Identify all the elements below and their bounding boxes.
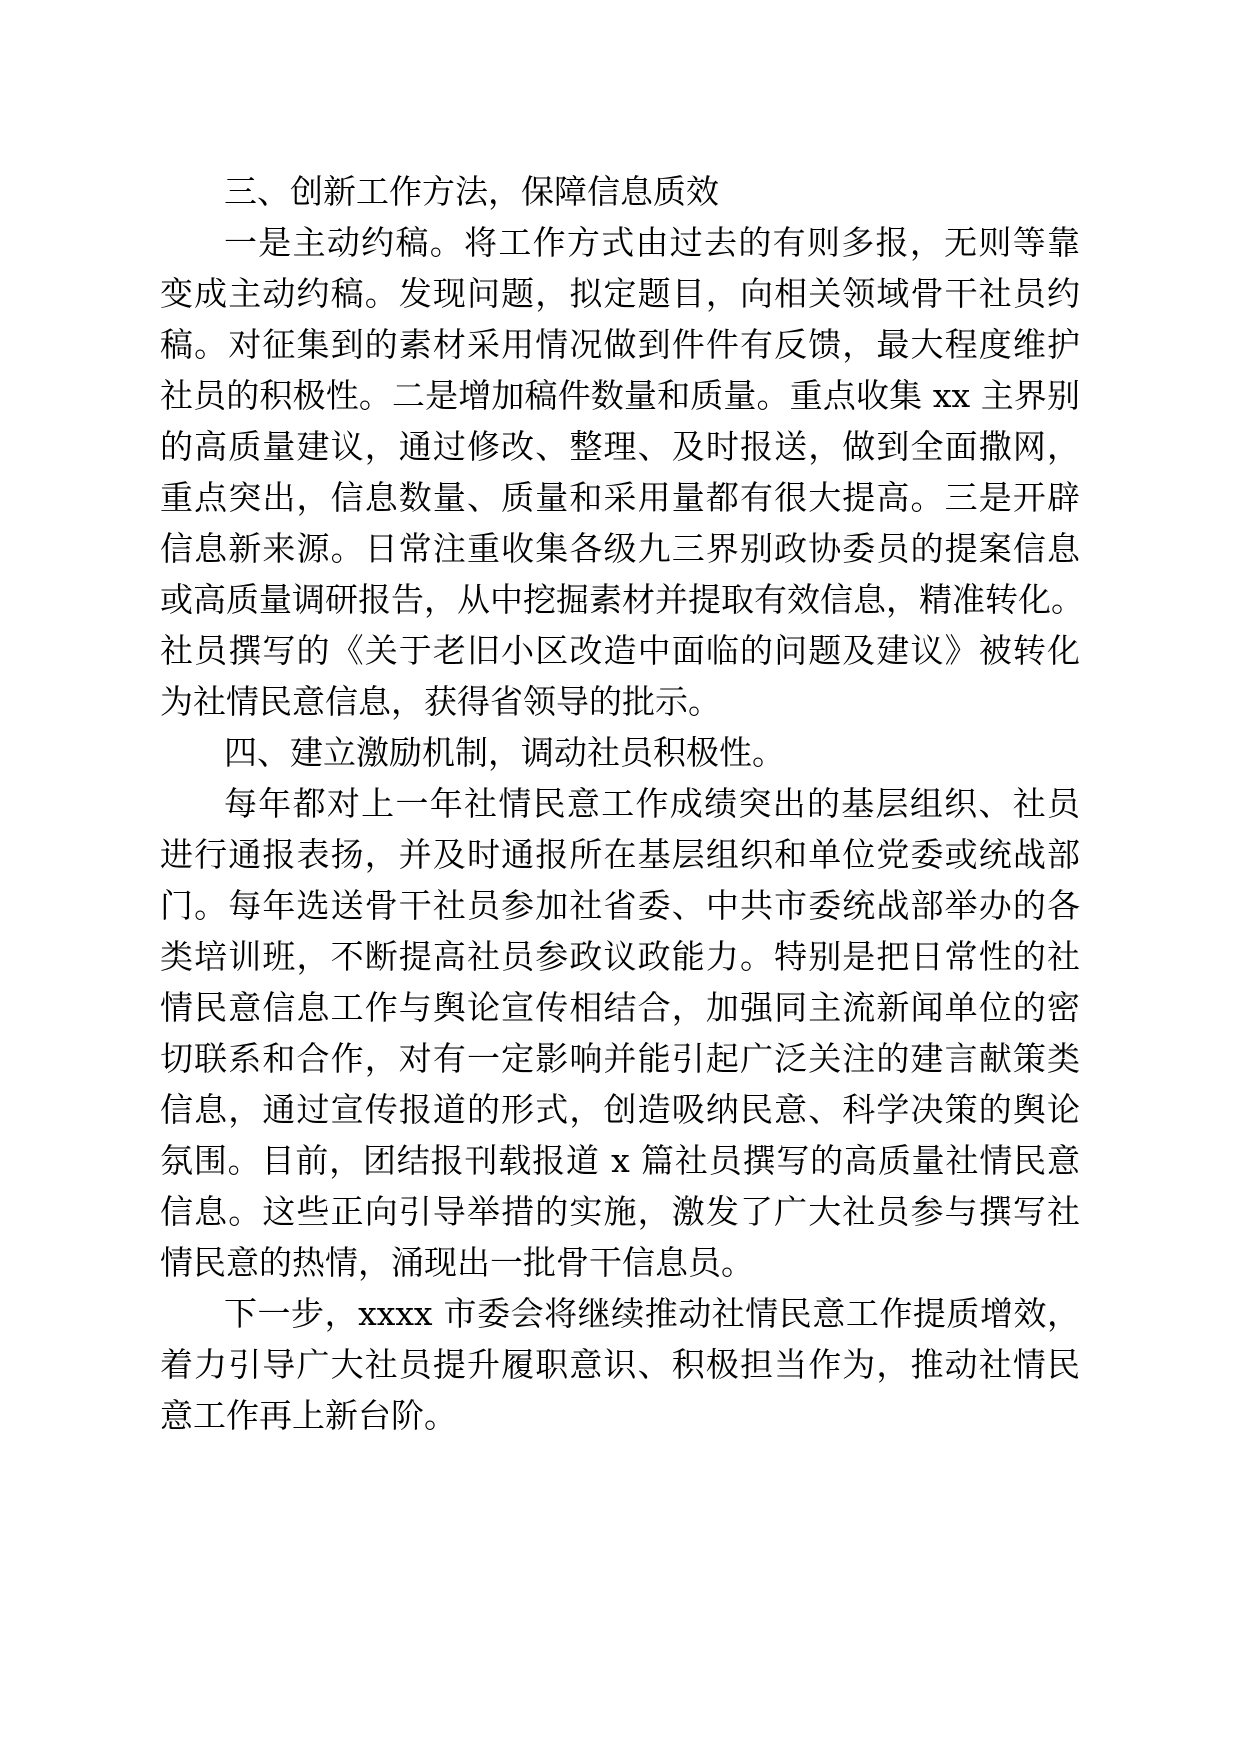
paragraph-line: 情民意的热情，涌现出一批骨干信息员。: [160, 1243, 754, 1282]
paragraph-line: 门。每年选送骨干社员参加社省委、中共市委统战部举办的各: [160, 886, 1080, 925]
document-page: [160, 0, 1084, 1754]
paragraph-line: 每年都对上一年社情民意工作成绩突出的基层组织、社员: [224, 784, 1080, 823]
paragraph-line: 一是主动约稿。将工作方式由过去的有则多报，无则等靠: [224, 223, 1080, 262]
paragraph-line: 社员的积极性。二是增加稿件数量和质量。重点收集 xx 主界别: [160, 376, 1080, 415]
paragraph-line: 为社情民意信息，获得省领导的批示。: [160, 682, 721, 721]
paragraph-line: 社员撰写的《关于老旧小区改造中面临的问题及建议》被转化: [160, 631, 1080, 670]
paragraph-line: 切联系和合作，对有一定影响并能引起广泛关注的建言献策类: [160, 1039, 1080, 1078]
paragraph-line: 着力引导广大社员提升履职意识、积极担当作为，推动社情民: [160, 1345, 1080, 1384]
section-heading-3: 三、创新工作方法，保障信息质效: [224, 172, 719, 211]
paragraph-line: 稿。对征集到的素材采用情况做到件件有反馈，最大程度维护: [160, 325, 1080, 364]
paragraph-line: 变成主动约稿。发现问题，拟定题目，向相关领域骨干社员约: [160, 274, 1080, 313]
paragraph-line: 信息，通过宣传报道的形式，创造吸纳民意、科学决策的舆论: [160, 1090, 1080, 1129]
paragraph-line: 氛围。目前，团结报刊载报道 x 篇社员撰写的高质量社情民意: [160, 1141, 1080, 1180]
paragraph-line: 信息。这些正向引导举措的实施，激发了广大社员参与撰写社: [160, 1192, 1080, 1231]
paragraph-line: 重点突出，信息数量、质量和采用量都有很大提高。三是开辟: [160, 478, 1080, 517]
paragraph-line: 进行通报表扬，并及时通报所在基层组织和单位党委或统战部: [160, 835, 1080, 874]
paragraph-line: 信息新来源。日常注重收集各级九三界别政协委员的提案信息: [160, 529, 1080, 568]
section-heading-4: 四、建立激励机制，调动社员积极性。: [224, 733, 785, 772]
paragraph-line: 类培训班，不断提高社员参政议政能力。特别是把日常性的社: [160, 937, 1080, 976]
paragraph-line: 的高质量建议，通过修改、整理、及时报送，做到全面撒网，: [160, 427, 1080, 466]
paragraph-line: 情民意信息工作与舆论宣传相结合，加强同主流新闻单位的密: [160, 988, 1080, 1027]
paragraph-line: 意工作再上新台阶。: [160, 1396, 457, 1435]
paragraph-line: 或高质量调研报告，从中挖掘素材并提取有效信息，精准转化。: [160, 580, 1084, 619]
paragraph-line: 下一步，xxxx 市委会将继续推动社情民意工作提质增效，: [224, 1294, 1080, 1333]
